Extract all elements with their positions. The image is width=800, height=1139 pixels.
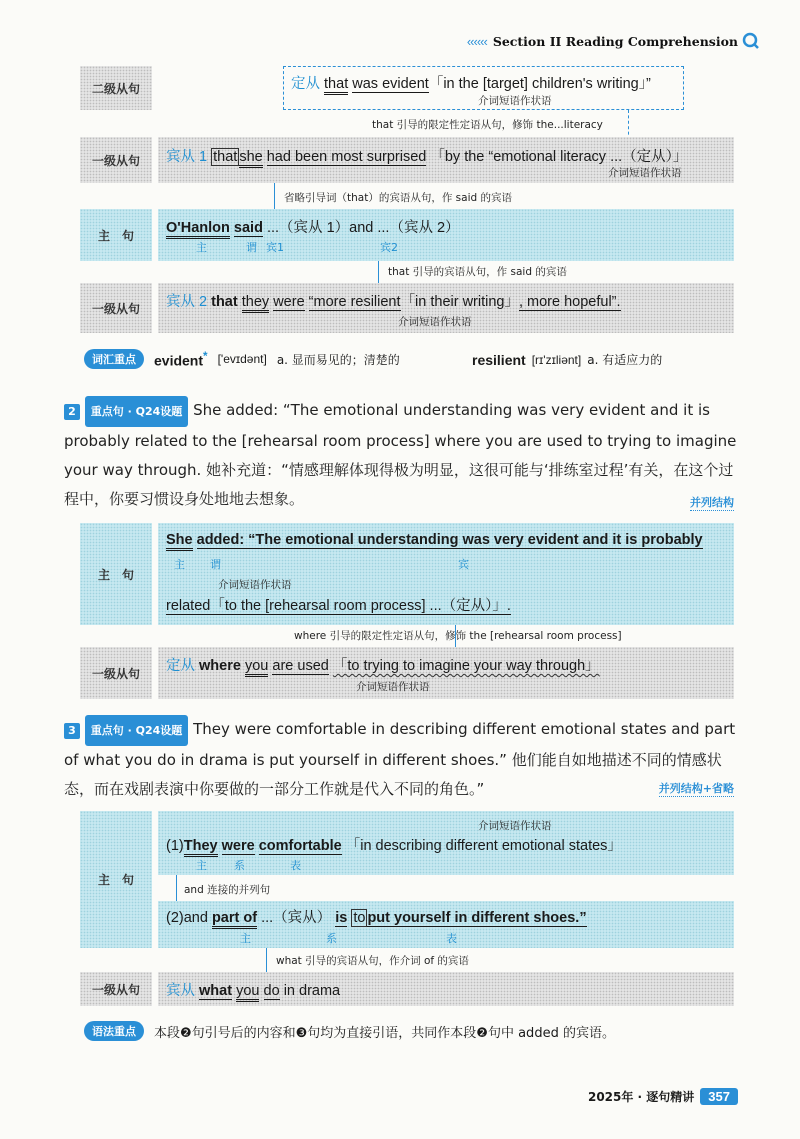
header-arrows: ‹‹‹‹‹‹ xyxy=(466,34,487,49)
label-p: 表 xyxy=(446,932,457,945)
phrase-in-writing: 「in their writing」 xyxy=(400,294,519,310)
connector-line xyxy=(266,948,267,972)
word-were: were xyxy=(273,294,305,310)
phrase-hopeful: , more hopeful”. xyxy=(518,294,621,310)
level-label-main: 主 句 xyxy=(80,523,152,625)
label-v: 系 xyxy=(326,932,337,945)
phrase-resilient: “more resilient xyxy=(308,294,401,310)
vocab-def2: a. 有适应力的 xyxy=(587,353,663,367)
key-sentence-tag: 重点句 · Q24设题 xyxy=(85,715,189,746)
level-label-first-b: 一级从句 xyxy=(80,283,152,333)
word-comfortable: comfortable xyxy=(258,838,342,854)
connector-line xyxy=(176,875,177,901)
main-line xyxy=(166,216,460,237)
obj1-note: 介词短语作状语 xyxy=(608,167,682,179)
and-note: and 连接的并列句 xyxy=(184,884,271,896)
grammar-row xyxy=(84,1021,615,1041)
clause-tag: 定从 xyxy=(166,658,195,674)
sub-line xyxy=(166,979,340,1000)
word-that-boxed: that xyxy=(213,149,238,165)
page-header xyxy=(467,34,738,49)
word-subject: O'Hanlon xyxy=(166,220,230,239)
word-to-boxed: to xyxy=(353,910,366,926)
level-label-first: 一级从句 xyxy=(80,647,152,699)
level-label-first-a: 一级从句 xyxy=(80,137,152,183)
top-note: 介词短语作状语 xyxy=(478,820,552,832)
grammar-label: 语法重点 xyxy=(84,1021,144,1041)
quote-rest: : “The emotional understanding was very evident and it is probably xyxy=(239,532,703,548)
clause-tag: 定从 xyxy=(291,76,320,92)
obj2-adv-note: 介词短语作状语 xyxy=(398,316,472,328)
vocab-def1: a. 显而易见的；清楚的 xyxy=(276,352,400,367)
obj1-line xyxy=(166,145,687,166)
word-said: said xyxy=(233,220,263,236)
header-title: Section II Reading Comprehension xyxy=(492,34,738,49)
obj2-note: that 引导的宾语从句，作 said 的宾语 xyxy=(388,266,567,278)
mid-text: ...（宾从） xyxy=(261,910,332,926)
level-label-second: 二级从句 xyxy=(80,66,152,110)
word-added: added xyxy=(196,532,240,548)
label-o: 宾 xyxy=(458,558,469,571)
label-p: 表 xyxy=(290,859,301,872)
word-they: They xyxy=(184,838,218,857)
word-you: you xyxy=(236,983,259,1002)
phrase-in-drama: in drama xyxy=(283,983,341,999)
word-were: were xyxy=(221,838,255,854)
level-label-main: 主 句 xyxy=(80,209,152,261)
vocab-word1: evident* xyxy=(154,349,208,369)
phrase-to-trying: 「to trying to imagine your way through」 xyxy=(332,658,600,674)
word-that: that xyxy=(211,294,238,310)
word-where: where xyxy=(199,658,241,674)
connector-line xyxy=(378,261,379,283)
word-they: they xyxy=(242,294,269,313)
label-v: 谓 xyxy=(210,558,221,571)
page-footer xyxy=(588,1088,738,1105)
magnifier-icon xyxy=(742,32,760,50)
connector-line xyxy=(274,183,275,209)
word-that: that xyxy=(324,76,348,95)
clause-number: (1) xyxy=(166,838,184,854)
level-label-first: 一级从句 xyxy=(80,972,152,1006)
word-she: she xyxy=(239,149,262,168)
vocab-label: 词汇重点 xyxy=(84,349,144,369)
phrase-was-evident: was evident xyxy=(352,76,429,92)
word-what: what xyxy=(199,983,233,999)
phrase-in-writing: 「in the [target] children's writing」 xyxy=(428,76,646,92)
phrase-had-been: had been most surprised xyxy=(266,149,427,165)
word-do: do xyxy=(263,983,280,999)
level-label-main: 主 句 xyxy=(80,811,152,948)
phrase-describing: 「in describing different emotional states」 xyxy=(345,838,622,854)
clause-tag: 宾从 xyxy=(166,983,195,999)
footer-book: 2025年 · 逐句精讲 xyxy=(587,1090,695,1104)
phrase-by-the: 「by the “emotional literacy ...（定从）」 xyxy=(430,149,688,165)
key-sentence-tag: 重点句 · Q24设题 xyxy=(85,396,189,427)
attr-note: that 引导的限定性定语从句，修饰 the...literacy xyxy=(372,119,603,131)
obj2-line xyxy=(166,290,621,311)
para2-chinese: 她补充道：“情感理解体现得极为明显，这很可能与‘排练室过程’有关，在这个过程中，你要习惯设身处地地去想象。 xyxy=(64,461,734,508)
related-phrase: related「to the [rehearsal room process] ...（定从）」. xyxy=(166,598,511,614)
word-you: you xyxy=(245,658,268,677)
vocab-row xyxy=(84,349,400,369)
sub-note: 介词短语作状语 xyxy=(356,681,430,693)
word-are-used: are used xyxy=(272,658,329,674)
label-o1: 宾1 xyxy=(266,241,284,254)
connector-dash xyxy=(628,110,629,140)
phrase-part-of: part of xyxy=(212,910,257,929)
line2-note: 介词短语作状语 xyxy=(218,579,292,591)
page-number: 357 xyxy=(700,1088,738,1105)
label-s: 主 xyxy=(196,859,207,872)
para3-english: They were comfortable in describing different emotional states and part of what you do in drama is put yourself in different shoes.” xyxy=(64,720,736,769)
close-quote: ” xyxy=(645,76,651,92)
structure-tag: 并列结构+省略 xyxy=(658,782,734,795)
label-s: 主 xyxy=(196,241,207,254)
para2-english: She added: “The emotional understanding was very evident and it is probably related to the [rehearsal room process] where you are used to trying to imagine your way through. xyxy=(64,401,737,479)
label-o2: 宾2 xyxy=(380,241,398,254)
vocab-word2: resilient xyxy=(472,351,526,368)
main-line-1 xyxy=(166,532,703,548)
para3-chinese: 他们能自如地描述不同的情感状态，而在戏剧表演中你要做的一部分工作就是代入不同的角色。” xyxy=(64,751,722,798)
label-v: 谓 xyxy=(246,241,257,254)
what-note: what 引导的宾语从句，作介词 of 的宾语 xyxy=(276,955,469,967)
clause-tag: 宾从 2 xyxy=(166,294,208,310)
para-number: 2 xyxy=(64,404,80,420)
word-she: She xyxy=(166,532,193,551)
para-number: 3 xyxy=(64,723,80,739)
paragraph-3 xyxy=(64,715,740,804)
sub-line xyxy=(166,654,600,675)
phrase-put-yourself: put yourself in different shoes.” xyxy=(367,910,587,926)
grammar-text: 本段❷句引号后的内容和❸句均为直接引语，共同作本段❷句中 added 的宾语。 xyxy=(154,1025,615,1041)
omit-note: 省略引导词（that）的宾语从句，作 said 的宾语 xyxy=(284,192,512,204)
structure-tag: 并列结构 xyxy=(690,496,734,509)
main-line-2 xyxy=(166,906,587,927)
vocab-row2 xyxy=(472,351,662,368)
clause-tag: 宾从 1 xyxy=(166,149,208,165)
label-s: 主 xyxy=(174,558,185,571)
main-line-1 xyxy=(166,834,622,855)
label-v: 系 xyxy=(234,859,245,872)
word-is: is xyxy=(335,910,348,926)
attr-clause-line xyxy=(291,72,651,93)
label-s: 主 xyxy=(240,932,251,945)
paragraph-2 xyxy=(64,396,740,514)
where-note: where 引导的限定性定语从句，修饰 the [rehearsal room process] xyxy=(294,630,622,642)
clause-number: (2)and xyxy=(166,910,208,926)
vocab-phon2: [rɪ'zɪliənt] xyxy=(531,352,582,367)
vocab-phon1: ['evɪdənt] xyxy=(217,352,267,366)
main-line-2 xyxy=(166,594,511,615)
main-rest: ...（宾从 1）and ...（宾从 2） xyxy=(266,220,460,236)
attr-note-adverbial: 介词短语作状语 xyxy=(478,95,552,107)
